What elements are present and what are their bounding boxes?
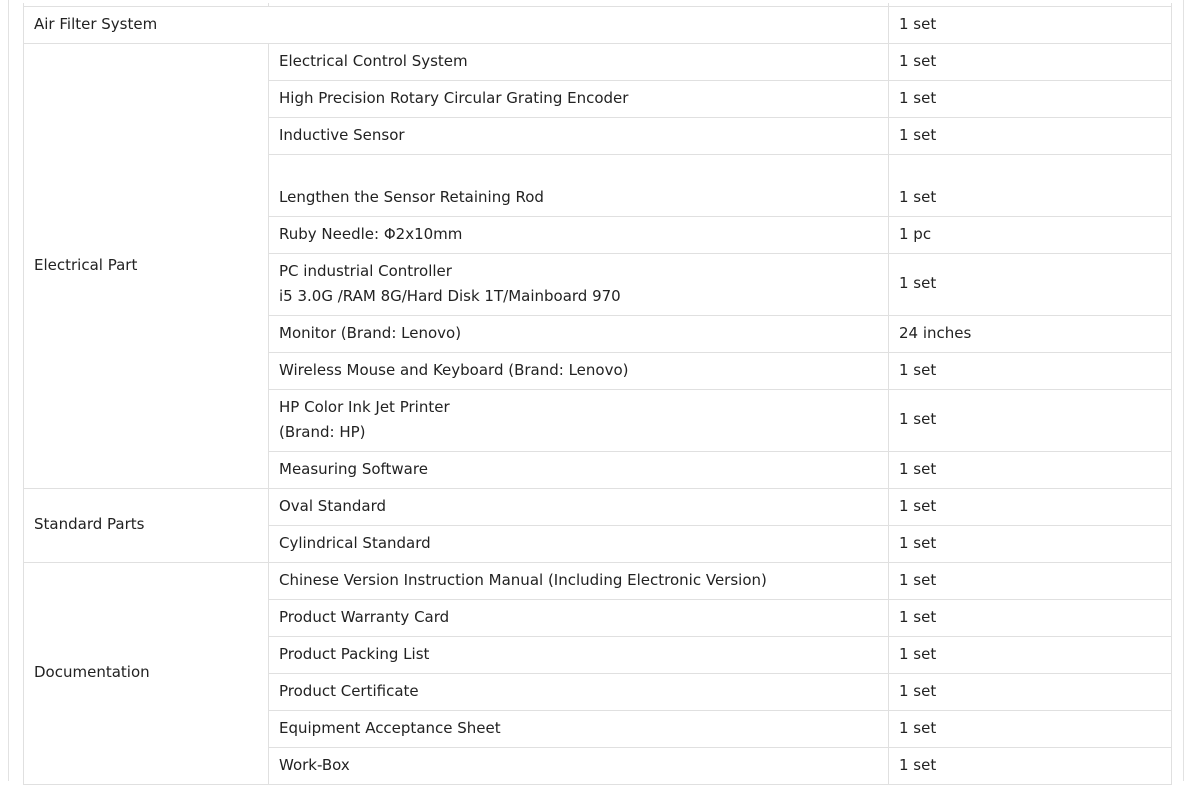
equipment-list-table bbox=[23, 3, 1172, 785]
item-cell: High Precision Rotary Circular Grating Encoder bbox=[269, 80, 889, 117]
table-row bbox=[24, 43, 1172, 80]
qty-cell: 1 pc bbox=[889, 216, 1172, 253]
table-row bbox=[24, 488, 1172, 525]
qty-cell: 1 set bbox=[889, 253, 1172, 315]
qty-cell: 1 set bbox=[889, 599, 1172, 636]
item-cell: Cylindrical Standard bbox=[269, 525, 889, 562]
item-cell: Inductive Sensor bbox=[269, 117, 889, 154]
item-cell: Product Warranty Card bbox=[269, 599, 889, 636]
item-cell: Product Packing List bbox=[269, 636, 889, 673]
item-line: PC industrial Controller bbox=[279, 261, 452, 280]
qty-cell: 1 set bbox=[889, 636, 1172, 673]
qty-cell: 1 set bbox=[889, 6, 1172, 43]
qty-cell: 1 set bbox=[889, 747, 1172, 784]
qty-cell: 24 inches bbox=[889, 315, 1172, 352]
item-line: i5 3.0G /RAM 8G/Hard Disk 1T/Mainboard 970 bbox=[279, 286, 621, 305]
qty-cell: 1 set bbox=[889, 43, 1172, 80]
item-cell: Wireless Mouse and Keyboard (Brand: Lenovo) bbox=[269, 352, 889, 389]
qty-cell: 1 set bbox=[889, 488, 1172, 525]
group-cell-standard-parts: Standard Parts bbox=[24, 488, 269, 562]
qty-cell: 1 set bbox=[889, 80, 1172, 117]
qty-cell: 1 set bbox=[889, 525, 1172, 562]
table-row bbox=[24, 562, 1172, 599]
item-cell bbox=[269, 389, 889, 451]
qty-cell: 1 set bbox=[889, 117, 1172, 154]
item-cell: Equipment Acceptance Sheet bbox=[269, 710, 889, 747]
qty-cell: 1 set bbox=[889, 352, 1172, 389]
qty-cell: 1 set bbox=[889, 710, 1172, 747]
table-row bbox=[24, 6, 1172, 43]
item-cell: Air Filter System bbox=[24, 6, 889, 43]
group-cell-documentation: Documentation bbox=[24, 562, 269, 784]
item-cell: Lengthen the Sensor Retaining Rod bbox=[269, 154, 889, 216]
item-cell: Oval Standard bbox=[269, 488, 889, 525]
item-cell bbox=[269, 253, 889, 315]
item-line: HP Color Ink Jet Printer bbox=[279, 397, 450, 416]
item-cell: Monitor (Brand: Lenovo) bbox=[269, 315, 889, 352]
item-cell: Electrical Control System bbox=[269, 43, 889, 80]
qty-cell: 1 set bbox=[889, 451, 1172, 488]
group-cell-electrical-part: Electrical Part bbox=[24, 43, 269, 488]
item-cell: Work-Box bbox=[269, 747, 889, 784]
qty-cell: 1 set bbox=[889, 154, 1172, 216]
item-cell: Measuring Software bbox=[269, 451, 889, 488]
item-cell: Ruby Needle: Φ2x10mm bbox=[269, 216, 889, 253]
item-cell: Chinese Version Instruction Manual (Including Electronic Version) bbox=[269, 562, 889, 599]
qty-cell: 1 set bbox=[889, 562, 1172, 599]
qty-cell: 1 set bbox=[889, 389, 1172, 451]
qty-cell: 1 set bbox=[889, 673, 1172, 710]
item-line: (Brand: HP) bbox=[279, 422, 366, 441]
item-cell: Product Certificate bbox=[269, 673, 889, 710]
